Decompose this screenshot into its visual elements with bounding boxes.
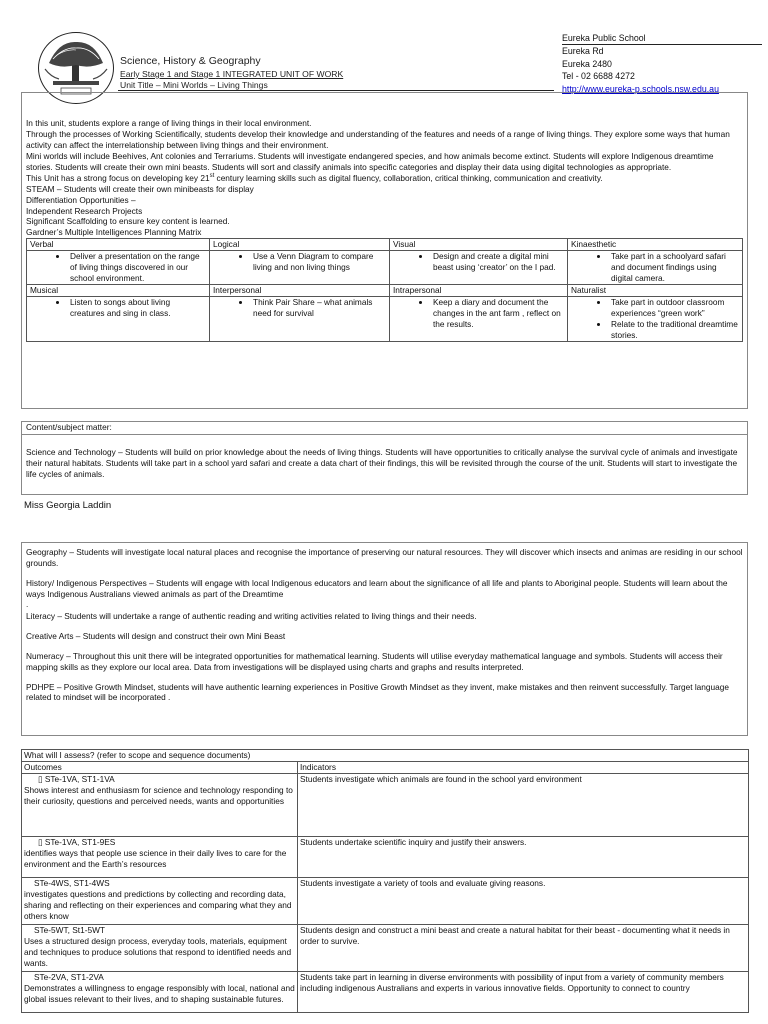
indicator-cell: Students investigate which animals are found in the school yard environment [298,773,749,836]
matrix-head: Naturalist [568,285,743,297]
matrix-cell: • Take part in a schoolyard safari and document findings using digital camera. [568,251,743,285]
matrix-head: Verbal [27,239,210,251]
matrix-head: Musical [27,285,210,297]
gardner-heading: Gardner’s Multiple Intelligences Planning Matrix [26,227,202,238]
intro-p2: Through the processes of Working Scientifically, students develop their knowledge and understanding of the features and needs of a range of living things. They explore some ways that human activity can affect the interrelationship between living things and their environment. [26,128,730,150]
subject-title: Science, History & Geography [120,55,261,67]
history-text: History/ Indigenous Perspectives – Students will engage with local Indigenous educators and learn about the significance of all life and plants to Aboriginal people. Students will learn about the ways Indigenous Australians viewed animals as part of the Dreamtime [26,577,728,599]
table-row [22,877,749,924]
matrix-body-row [27,297,743,342]
outcome-cell: STe-5WT, St1-5WT Uses a structured design process, everyday tools, materials, equipment and techniques to produce solutions that respond to identified needs and wants. [22,924,298,971]
content-matter-text: Science and Technology – Students will build on prior knowledge about the needs of living things. Students will have opportunities to critically analyse the survival cycle of animals and investigate their natural habitats. Students will take part in a school yard safari and create a data chart of their findings, this will be revisited through the course of the unit. Students will start to investigate the life cycles of animals. [26,447,738,479]
pdhpe-text: PDHPE – Positive Growth Mindset, students will have authentic learning experiences in Positive Growth Mindset as they invent, make mistakes and then reinvent successfully. Target language related to mindset will be incorporated . [26,681,729,703]
outcome-cell: STe-2VA, ST1-2VA Demonstrates a willingness to engage responsibly with local, national and global issues relevant to their lives, and to shaping sustainable futures. [22,971,298,1012]
school-tel: Tel - 02 6688 4272 [562,71,635,82]
matrix-header-row [27,239,743,251]
indicator-cell: Students take part in learning in diverse environments with possibility of input from a variety of community members including indigenous Australians and experts in various innovative fields. Opportunity to connect to country [298,971,749,1012]
table-row [22,924,749,971]
indicators-header: Indicators [298,761,749,773]
steam-line: STEAM – Students will create their own minibeasts for display [26,183,254,194]
intro-p3: Mini worlds will include Beehives, Ant colonies and Terrariums. Students will investigate endangered species, and how animals become extinct. Students will explore Indigenous dreamtime stories. Students will create their own mini beasts. Students will sort and classify animals into specific categories and display their data using digital technologies as appropriate. [26,150,714,172]
matrix-head: Intrapersonal [390,285,568,297]
matrix-cell: • Design and create a digital mini beast using ‘creator’ on the I pad. [390,251,568,285]
unit-overview [26,118,742,342]
matrix-head: Logical [210,239,390,251]
outcome-cell: ▯ STe-1VA, ST1-1VA Shows interest and enthusiasm for science and technology responding to their curiosity, questions and perceived needs, wants and opportunities [22,773,298,836]
matrix-header-row [27,285,743,297]
numeracy-text: Numeracy – Throughout this unit there will be integrated opportunities for mathematical learning. Students will utilise everyday mathematical language and symbols. Students will access their mapping skills as they explore our local area. Data from investigations will be displayed using charts and graphs and results interpreted. [26,650,723,672]
matrix-cell: • Deliver a presentation on the range of living things discovered in our school environment. [27,251,210,285]
history-dot: . [26,598,29,609]
table-row [22,971,749,1012]
content-matter-heading: Content/subject matter: [22,422,747,435]
school-suburb: Eureka 2480 [562,58,612,69]
matrix-head: Visual [390,239,568,251]
matrix-cell: • Take part in outdoor classroom experiences “green work” • Relate to the traditional dreamtime stories. [568,297,743,342]
indicator-cell: Students undertake scientific inquiry and justify their answers. [298,836,749,877]
outcome-cell: ▯ STe-1VA, ST1-9ES identifies ways that people use science in their daily lives to care for the environment and the Earth’s resources [22,836,298,877]
arts-text: Creative Arts – Students will design and construct their own Mini Beast [26,630,286,641]
matrix-cell: • Think Pair Share – what animals need for survival [210,297,390,342]
header-block [120,55,343,92]
matrix-cell: • Use a Venn Diagram to compare living and non living things [210,251,390,285]
scaffolding-line: Significant Scaffolding to ensure key content is learned. [26,216,230,227]
school-website-link[interactable]: http://www.eureka-p.schools.nsw.edu.au [562,83,719,94]
header-divider [118,90,554,91]
school-street: Eureka Rd [562,46,604,57]
geography-text: Geography – Students will investigate local natural places and recognise the importance of preserving our natural resources. They will discover which insects and animas are residing in our school grounds. [26,547,743,568]
school-address [562,32,762,95]
assessment-table [21,749,749,1013]
table-row [22,836,749,877]
unit-title: Unit Title – Mini Worlds – Living Things [120,80,268,91]
subjects-box [21,542,748,736]
stage-heading: Early Stage 1 and Stage 1 INTEGRATED UNIT OF WORK [120,68,344,79]
intelligences-matrix [26,238,743,342]
matrix-cell: • Keep a diary and document the changes in the ant farm , reflect on the results. [390,297,568,342]
assessment-table-wrap [21,749,748,1013]
teacher-name: Miss Georgia Laddin [24,500,112,511]
matrix-body-row [27,251,743,285]
matrix-head: Kinaesthetic [568,239,743,251]
assessment-heading: What will I assess? (refer to scope and sequence documents) [22,750,749,762]
school-name: Eureka Public School [562,32,762,45]
content-matter-box [21,421,748,495]
research-line: Independent Research Projects [26,205,143,216]
intro-p1: In this unit, students explore a range of living things in their local environment. [26,118,312,128]
differentiation-line: Differentiation Opportunities – [26,194,136,205]
indicator-cell: Students investigate a variety of tools and evaluate giving reasons. [298,877,749,924]
outcomes-header: Outcomes [22,761,298,773]
literacy-text: Literacy – Students will undertake a range of authentic reading and writing activities related to living things and their needs. [26,610,477,621]
table-row [22,773,749,836]
indicator-cell: Students design and construct a mini beast and create a natural habitat for their beast - documenting what it needs in order to survive. [298,924,749,971]
outcome-cell: STe-4WS, ST1-4WS investigates questions and predictions by collecting and recording data, sharing and reflecting on their experiences and comparing what they and others know [22,877,298,924]
matrix-head: Interpersonal [210,285,390,297]
intro-p4: This Unit has a strong focus on developing key 21st century learning skills such as digital fluency, collaboration, critical thinking, communication and creativity. [26,172,603,183]
matrix-cell: • Listen to songs about living creatures and sing in class. [27,297,210,342]
